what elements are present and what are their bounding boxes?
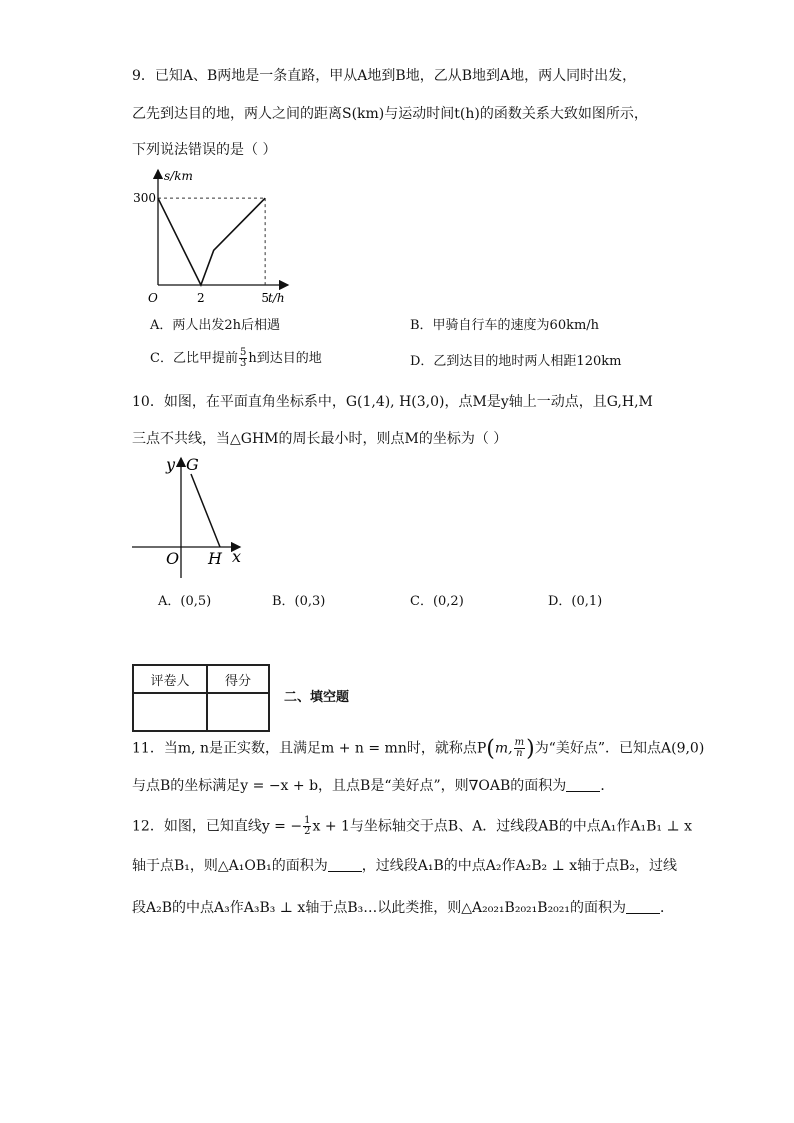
q11-fraction-denominator: n xyxy=(516,748,523,759)
q9-x-axis-label: t/h xyxy=(268,291,285,305)
q12-text-line2 xyxy=(132,856,677,876)
q10-y-label: y xyxy=(166,455,176,474)
q11-text-line2 xyxy=(132,776,614,796)
q10-coordinate-figure xyxy=(128,454,252,582)
q10-origin-label: O xyxy=(166,549,180,568)
score-column-header: 得分 xyxy=(207,665,269,693)
q11-answer-blank[interactable] xyxy=(566,777,600,792)
q10-segment-gh xyxy=(191,474,220,547)
q9-x-tick-label: 5 xyxy=(261,291,269,305)
q12-line2-suffix: ，过线段A₁B的中点A₂作A₂B₂ ⊥ x轴于点B₂，过线 xyxy=(361,858,677,874)
q12-text-line3 xyxy=(132,898,674,918)
q9-text-line1: 9．已知A、B两地是一条直路，甲从A地到B地，乙从B地到A地，两人同时出发， xyxy=(132,68,637,84)
q10-option-b[interactable]: B．(0,3) xyxy=(272,594,326,609)
q11-fraction xyxy=(514,738,525,759)
q11-line2-end: ． xyxy=(600,778,615,794)
q12-line3-prefix: 段A₂B的中点A₃作A₃B₃ ⊥ x轴于点B₃…以此类推，则△A₂₀₂₁B₂₀₂₁B₂₀₂₁的面积为 xyxy=(132,900,627,916)
q10-option-d[interactable]: D．(0,1) xyxy=(548,594,603,609)
q9-option-d[interactable]: D．乙到达目的地时两人相距120km xyxy=(410,354,622,369)
q9-origin-label: O xyxy=(148,291,158,305)
q9-series-line xyxy=(158,198,265,285)
q9-option-a[interactable]: A．两人出发2h后相遇 xyxy=(150,318,281,333)
q10-option-c[interactable]: C．(0,2) xyxy=(410,594,464,609)
grader-table xyxy=(132,664,270,732)
q9-text-line2: 乙先到达目的地，两人之间的距离S(km)与运动时间t(h)的函数关系大致如图所示， xyxy=(132,106,648,122)
q10-point-h-label: H xyxy=(208,549,222,568)
q11-line2-text: 与点B的坐标满足y = −x + b，且点B是“美好点”，则∇OAB的面积为 xyxy=(132,778,567,794)
grader-column-header: 评卷人 xyxy=(133,665,207,693)
q12-text-line1 xyxy=(132,816,692,837)
q12-fraction xyxy=(303,816,311,837)
q12-line1-suffix: x + 1与坐标轴交于点B、A．过线段AB的中点A₁作A₁B₁ ⊥ x xyxy=(312,818,693,835)
q10-option-a[interactable]: A．(0,5) xyxy=(158,594,212,609)
q11-line1-prefix: 11．当m, n是正实数，且满足m + n = mn时，就称点P xyxy=(132,740,487,757)
q9-y-axis-label: s/km xyxy=(164,169,193,183)
q9-y-tick-label: 300 xyxy=(133,191,156,206)
q9-option-c-prefix: C．乙比甲提前 xyxy=(150,351,238,366)
q12-line2-prefix: 轴于点B₁，则△A₁OB₁的面积为 xyxy=(132,858,328,874)
q10-x-label: x xyxy=(232,547,242,566)
q9-x-tick-label: 2 xyxy=(197,291,205,305)
q12-fraction-denominator: 2 xyxy=(304,826,311,837)
q10-point-g-label: G xyxy=(186,455,199,474)
q9-option-c-suffix: h到达目的地 xyxy=(248,351,322,366)
q9-option-c[interactable] xyxy=(150,348,322,369)
q12-line3-end: ． xyxy=(660,900,675,916)
q12-answer-blank-2[interactable] xyxy=(626,899,660,914)
q11-line1-suffix: 为“美好点”．已知点A(9,0) xyxy=(534,740,705,757)
q9-option-c-fraction xyxy=(239,348,247,369)
score-entry-cell[interactable] xyxy=(207,693,269,731)
q9-distance-time-graph xyxy=(128,166,298,308)
q11-text-line1: 11．当m, n是正实数，且满足m + n = mn时，就称点P(m, $\frac{m}{n}$ )为“美好点”．已知点A(9,0) xyxy=(132,736,705,762)
q11-point-m: m, xyxy=(494,740,513,757)
section-title: 二、填空题 xyxy=(284,690,350,705)
q10-text-line1: 10．如图，在平面直角坐标系中，G(1,4), H(3,0)，点M是y轴上一动点，且G,H,M xyxy=(132,394,653,410)
q11-fraction-numerator: m xyxy=(514,737,525,748)
q9-option-c-denominator: 3 xyxy=(239,358,247,369)
q12-fraction-numerator: 1 xyxy=(304,815,311,826)
q9-option-c-numerator: 5 xyxy=(239,347,247,358)
q9-text-line3: 下列说法错误的是（ ） xyxy=(132,142,277,158)
q12-answer-blank-1[interactable] xyxy=(328,857,362,872)
grader-signature-cell[interactable] xyxy=(133,693,207,731)
q9-option-b[interactable]: B．甲骑自行车的速度为60km/h xyxy=(410,318,600,333)
q12-line1-prefix: 12．如图，已知直线y = − xyxy=(132,818,303,835)
q10-text-line2: 三点不共线，当△GHM的周长最小时，则点M的坐标为（ ） xyxy=(132,431,508,447)
